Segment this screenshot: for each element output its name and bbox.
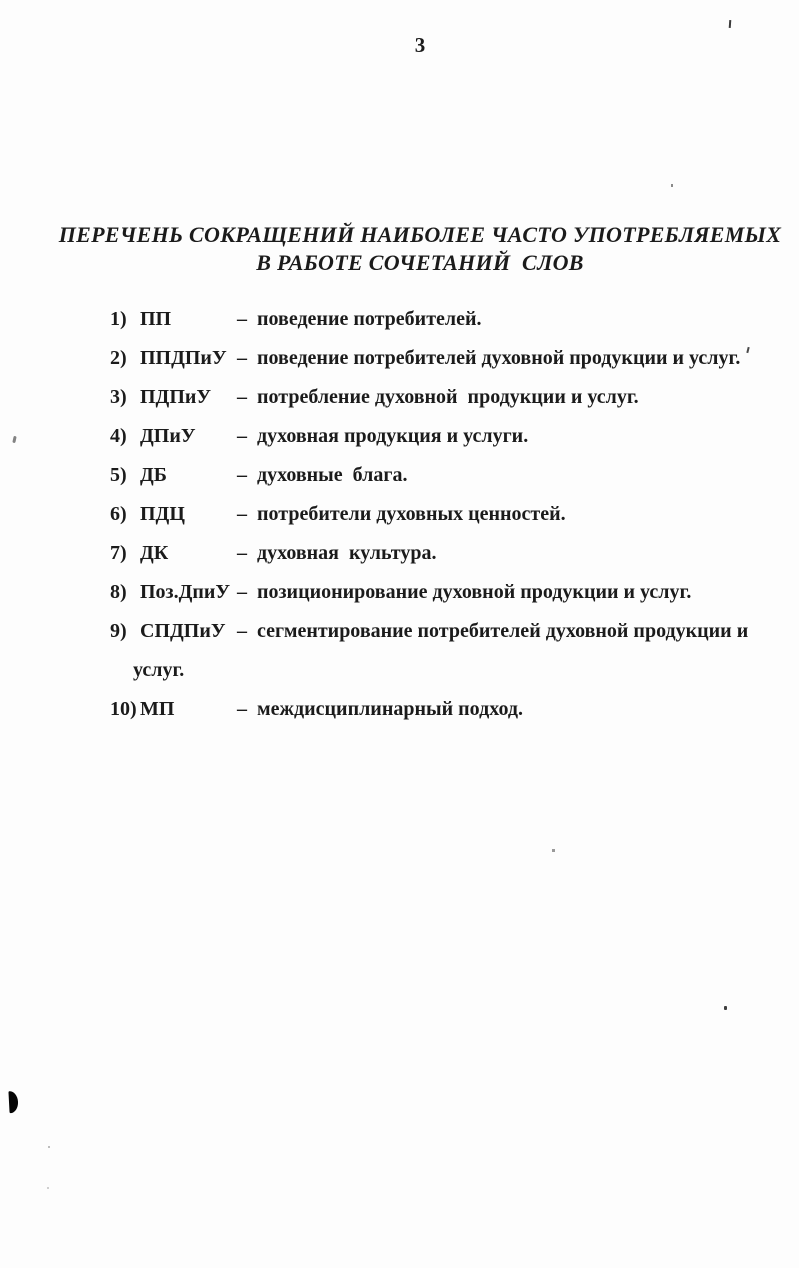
scan-speckle bbox=[729, 20, 732, 28]
definition: потребители духовных ценностей. bbox=[257, 503, 566, 525]
item-number: 3) bbox=[110, 386, 127, 408]
document-title bbox=[45, 221, 795, 277]
definition: духовная культура. bbox=[257, 542, 437, 564]
item-number: 8) bbox=[110, 581, 127, 603]
dash: – bbox=[237, 464, 247, 486]
abbreviation-row bbox=[0, 534, 799, 573]
dash: – bbox=[237, 698, 247, 720]
document-title-line2: В РАБОТЕ СОЧЕТАНИЙ СЛОВ bbox=[256, 250, 584, 275]
item-number: 1) bbox=[110, 308, 127, 330]
abbreviation: МП bbox=[140, 698, 175, 720]
definition: поведение потребителей. bbox=[257, 308, 482, 330]
scan-speckle bbox=[47, 1187, 49, 1189]
document-title-line1: ПЕРЕЧЕНЬ СОКРАЩЕНИЙ НАИБОЛЕЕ ЧАСТО УПОТРЕБЛЯЕМЫХ bbox=[58, 222, 782, 247]
abbreviation: ППДПиУ bbox=[140, 347, 227, 369]
dash: – bbox=[237, 308, 247, 330]
abbreviation: ПДПиУ bbox=[140, 386, 212, 408]
item-number: 10) bbox=[110, 698, 137, 720]
abbreviation: ПДЦ bbox=[140, 503, 185, 525]
definition: потребление духовной продукции и услуг. bbox=[257, 386, 639, 408]
definition: поведение потребителей духовной продукции и услуг. bbox=[257, 347, 741, 369]
item-number: 5) bbox=[110, 464, 127, 486]
scan-speckle bbox=[671, 184, 673, 187]
ink-blob bbox=[8, 1091, 18, 1113]
abbreviation: ДК bbox=[140, 542, 169, 564]
abbreviation: ДПиУ bbox=[140, 425, 196, 447]
abbreviation-row bbox=[0, 612, 799, 690]
abbreviation-row bbox=[0, 378, 799, 417]
item-number: 7) bbox=[110, 542, 127, 564]
item-number: 9) bbox=[110, 620, 127, 642]
definition: междисциплинарный подход. bbox=[257, 698, 523, 720]
abbreviation: СПДПиУ bbox=[140, 620, 226, 642]
abbreviation-row bbox=[0, 573, 799, 612]
abbreviation: ПП bbox=[140, 308, 172, 330]
abbreviation-list bbox=[0, 300, 799, 729]
definition: духовная продукция и услуги. bbox=[257, 425, 529, 447]
dash: – bbox=[237, 581, 247, 603]
dash: – bbox=[237, 503, 247, 525]
scan-speckle bbox=[552, 849, 555, 852]
scan-speckle bbox=[48, 1146, 50, 1148]
item-number: 4) bbox=[110, 425, 127, 447]
abbreviation-row bbox=[0, 495, 799, 534]
item-number: 2) bbox=[110, 347, 127, 369]
definition: духовные блага. bbox=[257, 464, 408, 486]
definition: сегментирование потребителей духовной продукции и услуг. bbox=[133, 620, 754, 681]
definition: позиционирование духовной продукции и услуг. bbox=[257, 581, 692, 603]
item-number: 6) bbox=[110, 503, 127, 525]
dash: – bbox=[237, 542, 247, 564]
abbreviation-row bbox=[0, 690, 799, 729]
scan-speckle bbox=[724, 1006, 727, 1010]
dash: – bbox=[237, 386, 247, 408]
dash: – bbox=[237, 620, 247, 642]
dash: – bbox=[237, 425, 247, 447]
abbreviation-row bbox=[0, 300, 799, 339]
abbreviation: ДБ bbox=[140, 464, 167, 486]
abbreviation: Поз.ДпиУ bbox=[140, 581, 231, 603]
abbreviation-row bbox=[0, 456, 799, 495]
dash: – bbox=[237, 347, 247, 369]
abbreviation-row bbox=[0, 417, 799, 456]
abbreviation-row bbox=[0, 339, 799, 378]
page-number: 3 bbox=[414, 33, 426, 57]
